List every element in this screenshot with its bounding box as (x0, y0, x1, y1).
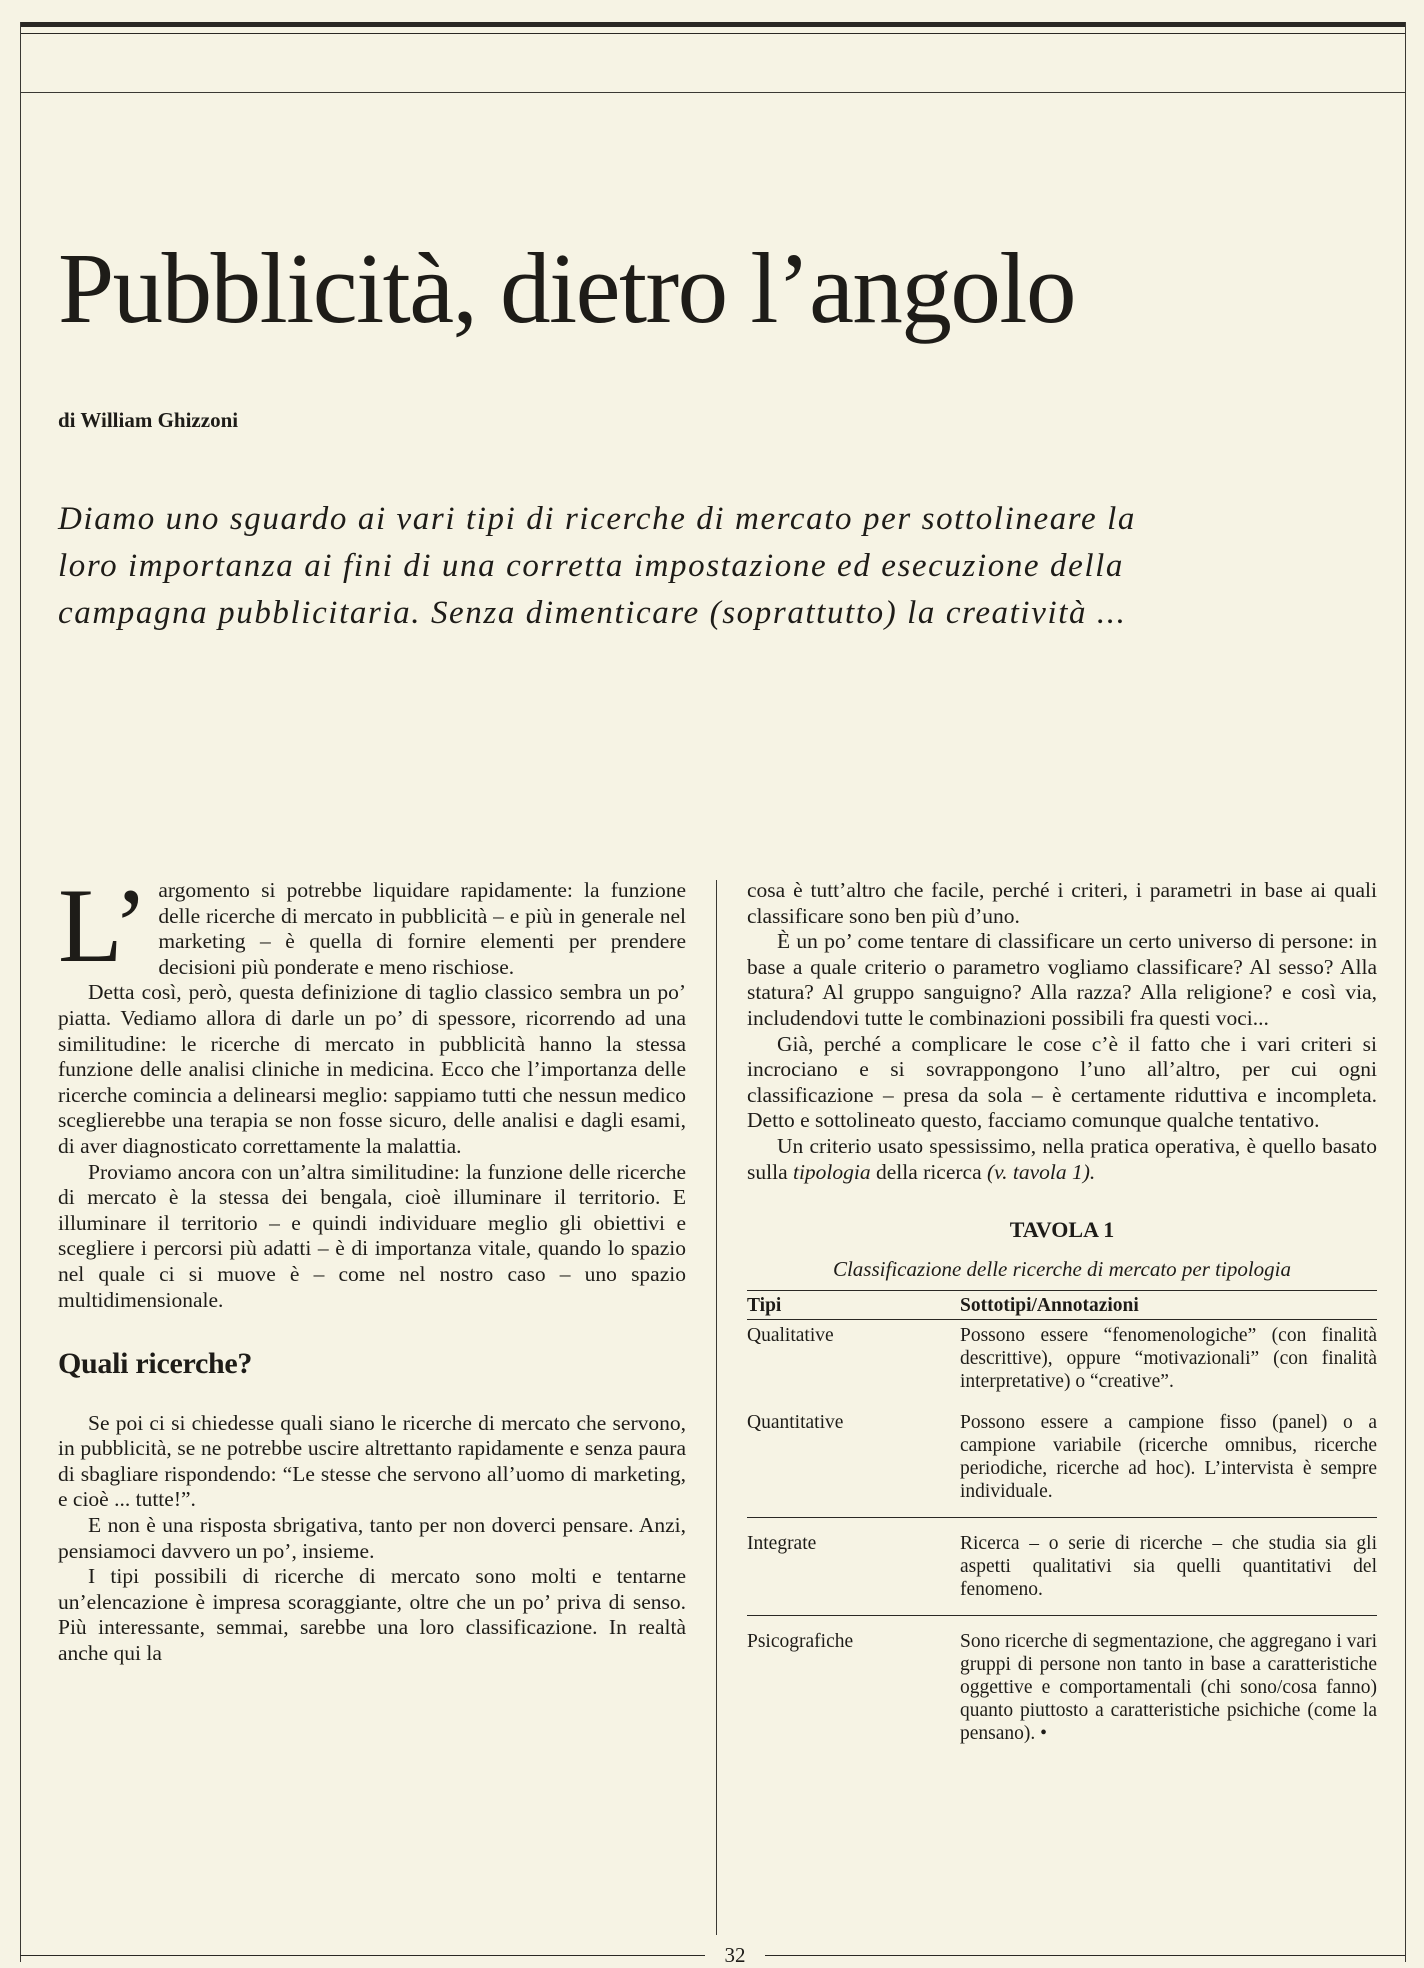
footer-rule-right (765, 1955, 1405, 1956)
table-reference: (v. tavola 1). (987, 1159, 1096, 1184)
column-right (747, 878, 1377, 1759)
lede: Diamo uno sguardo ai vari tipi di ricerche di mercato per sottolineare la loro importanza ai fini di una corretta impostazione ed esecuzione della campagna pubblicitaria. Senza dimenticare (soprattutto) la creatività ... (58, 501, 1136, 631)
row-tipo: Quantitative (747, 1412, 844, 1434)
row-note: Sono ricerche di segmentazione, che aggregano i vari gruppi di persone non tanto in base a caratteristiche oggettive e comportamentali (chi sono/cosa fanno) quanto piuttosto a caratteristiche psichiche (come la pensano). • (960, 1616, 1377, 1760)
row-note: Ricerca – o serie di ricerche – che studia sia gli aspetti qualitativi sia quelli quantitativi del fenomeno. (960, 1518, 1377, 1616)
table-row (747, 1407, 1377, 1518)
paragraph-10-text: Un criterio usato spessissimo, nella pratica operativa, è quello basato sulla (747, 1133, 1377, 1184)
intro-paragraph (58, 867, 686, 984)
column-divider (716, 880, 717, 1935)
section-heading: Quali ricerche? (58, 1347, 253, 1381)
paragraph-7: cosa è tutt’altro che facile, perché i criteri, i parametri in base ai quali classificare sono ben più d’uno. (747, 878, 1377, 928)
paragraph-6: I tipi possibili di ricerche di mercato sono molti e tentarne un’elencazione è impresa scoraggiante, oltre che un po’ priva di senso. Più interessante, semmai, sarebbe una loro classificazione. In realtà anche qui la (58, 1564, 686, 1666)
table-row (747, 1616, 1377, 1760)
paragraph-4: Se poi ci si chiedesse quali siano le ricerche di mercato che servono, in pubblicità, se ne potrebbe uscire altrettanto rapidamente e senza paura di sbagliare rispondendo: “Le stesse che servono all’uomo di marketing, e cioè ... tutte!”. (58, 1410, 686, 1512)
paragraph-10 (747, 1134, 1377, 1185)
table-caption: Classificazione delle ricerche di mercato per tipologia (832, 1256, 1292, 1281)
table-header-row (747, 1291, 1377, 1320)
row-tipo: Qualitative (747, 1325, 834, 1347)
row-note: Possono essere “fenomenologiche” (con finalità descrittive), oppure “motivazionali” (con finalità interpretative) o “creative”. (960, 1325, 1377, 1393)
paragraph-10-text-2: della ricerca (870, 1159, 988, 1184)
byline: di William Ghizzoni (58, 408, 239, 432)
paragraph-10-italic: tipologia (792, 1159, 871, 1184)
right-border (1405, 22, 1406, 1962)
header-sottotipi: Sottotipi/Annotazioni (960, 1291, 1377, 1320)
paragraph-9: Già, perché a complicare le cose c’è il fatto che i vari criteri si incrociano e si sovrappongono l’uno all’altro, per cui ogni classificazione – presa da sola – è certamente riduttiva e incompleta. Detto e sottolineato questo, facciamo comunque qualche tentativo. (747, 1031, 1377, 1133)
paragraph-8: È un po’ come tentare di classificare un certo universo di persone: in base a quale criterio o parametro vogliamo classificare? Al sesso? Alla statura? Al gruppo sanguigno? Alla razza? Alla religione? e così via, includendovi tutte le combinazioni possibili fra questi voci... (747, 929, 1377, 1030)
paragraph-1: argomento si potrebbe liquidare rapidamente: la funzione delle ricerche di mercato in pubblicità – e più in generale nel marketing – è quella di fornire elementi per prendere decisioni più ponderate e meno rischiose. (158, 878, 686, 979)
article-title: Pubblicità, dietro l’angolo (58, 232, 1075, 344)
paragraph-2: Detta così, però, questa definizione di taglio classico sembra un po’ piatta. Vediamo allora di darle un po’ di spessore, ricorrendo ad una similitudine: le ricerche di mercato in pubblicità hanno la stessa funzione delle analisi cliniche in medicina. Ecco che l’importanza delle ricerche comincia a delinearsi meglio: sappiamo tutti che nessun medico sceglierebbe una terapia se non fosse sicuro, delle analisi e dagli esami, di aver diagnosticato correttamente la malattia. (58, 980, 686, 1158)
table-row (747, 1320, 1377, 1408)
page-footer (20, 1945, 1405, 1965)
paragraph-3: Proviamo ancora con un’altra similitudine: la funzione delle ricerche di mercato è la stessa dei bengala, cioè illuminare il territorio. E illuminare il territorio – e quindi individuare meglio gli obiettivi e scegliere i percorsi più adatti – è di importanza vitale, quando lo spazio nel quale ci si muove è – come nel nostro caso – uno spazio multidimensionale. (58, 1159, 686, 1312)
paragraph-5: E non è una risposta sbrigativa, tanto per non doverci pensare. Anzi, pensiamoci davvero un po’, insieme. (58, 1513, 686, 1563)
table-row (747, 1518, 1377, 1616)
top-rule-thin (20, 33, 1405, 34)
top-rule-thick (20, 22, 1405, 27)
row-note: Possono essere a campione fisso (panel) o a campione variabile (ricerche omnibus, ricerche periodiche, ricerche ad hoc). L’intervista è sempre individuale. (960, 1412, 1377, 1503)
column-left (58, 867, 686, 1667)
row-tipo: Integrate (747, 1518, 960, 1616)
page-number: 32 (724, 1943, 746, 1967)
row-tipo: Psicografiche (747, 1616, 960, 1760)
classification-table (747, 1290, 1377, 1759)
drop-cap: L’ (58, 867, 149, 984)
left-border (20, 22, 21, 1962)
header-tipi: Tipi (747, 1291, 960, 1320)
table-title: TAVOLA 1 (1009, 1217, 1115, 1243)
top-rule-second (20, 92, 1405, 93)
footer-rule-left (20, 1955, 705, 1956)
